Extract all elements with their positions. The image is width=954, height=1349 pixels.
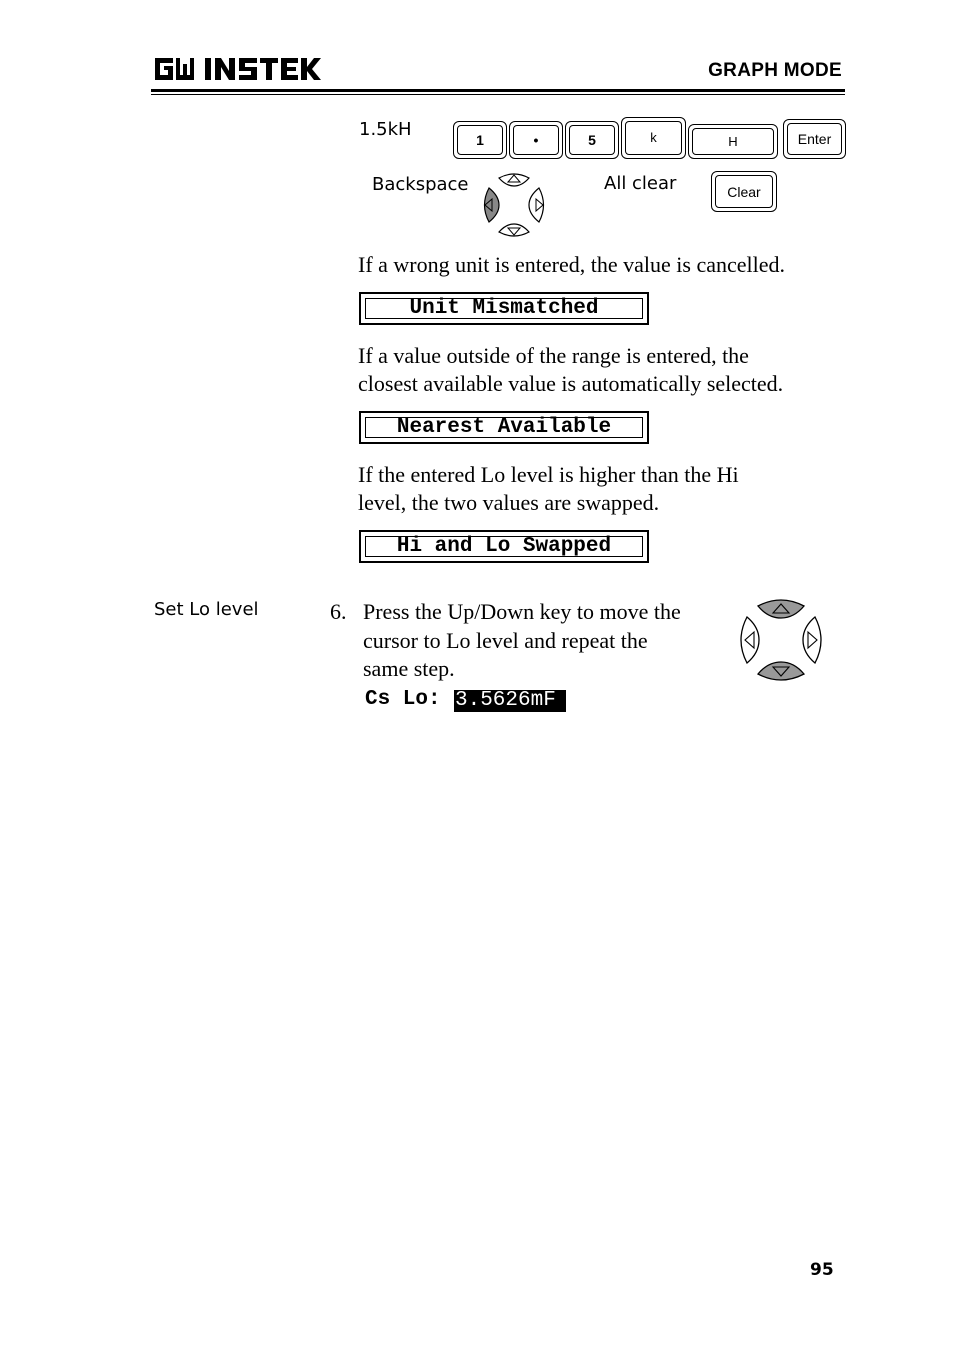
backspace-label: Backspace [372, 174, 469, 195]
lcd-text: Hi and Lo Swapped [365, 536, 643, 557]
step-line-3: same step. [363, 656, 455, 681]
display-value: 3.5626mF [454, 690, 566, 712]
display-label: Cs Lo: [365, 688, 441, 711]
lcd-unit-mismatched [359, 292, 649, 325]
page-number: 95 [810, 1260, 834, 1280]
key-k-label: k [625, 121, 682, 155]
header-rule-thin [151, 94, 845, 95]
step-number: 6. [330, 599, 347, 624]
note-out-of-range-2: closest available value is automatically selected. [358, 371, 784, 396]
key-1[interactable] [453, 121, 507, 159]
key-clear-label: Clear [715, 175, 773, 208]
key-H-label: H [692, 128, 774, 155]
lcd-nearest-available [359, 411, 649, 444]
section-title: GRAPH MODE [708, 60, 842, 81]
arrow-keypad-left-icon[interactable] [477, 170, 551, 240]
step-line-2: cursor to Lo level and repeat the [363, 628, 648, 653]
key-5[interactable] [565, 121, 619, 159]
lcd-text: Nearest Available [365, 417, 643, 438]
key-H[interactable] [688, 124, 778, 159]
lcd-text: Unit Mismatched [365, 298, 643, 319]
key-enter-label: Enter [787, 123, 842, 155]
key-clear[interactable] [711, 171, 777, 212]
key-5-label: 5 [569, 125, 615, 155]
key-dot[interactable] [509, 121, 563, 159]
note-out-of-range-1: If a value outside of the range is entered, the [358, 343, 749, 368]
key-enter[interactable] [783, 119, 846, 159]
step-side-label: Set Lo level [154, 599, 259, 620]
keys-example-label: 1.5kH [359, 119, 412, 140]
header-rule [151, 89, 845, 92]
key-k[interactable] [621, 117, 686, 159]
gwinstek-logo [153, 56, 323, 82]
key-1-label: 1 [457, 125, 503, 155]
lcd-hi-lo-swapped [359, 530, 649, 563]
note-wrong-unit: If a wrong unit is entered, the value is cancelled. [358, 252, 786, 277]
all-clear-label: All clear [604, 173, 677, 194]
note-swap-2: level, the two values are swapped. [358, 490, 660, 515]
step-line-1: Press the Up/Down key to move the [363, 599, 681, 624]
note-swap-1: If the entered Lo level is higher than the Hi [358, 462, 739, 487]
arrow-keypad-updown-icon[interactable] [737, 596, 825, 684]
key-dot-label: • [513, 125, 559, 155]
